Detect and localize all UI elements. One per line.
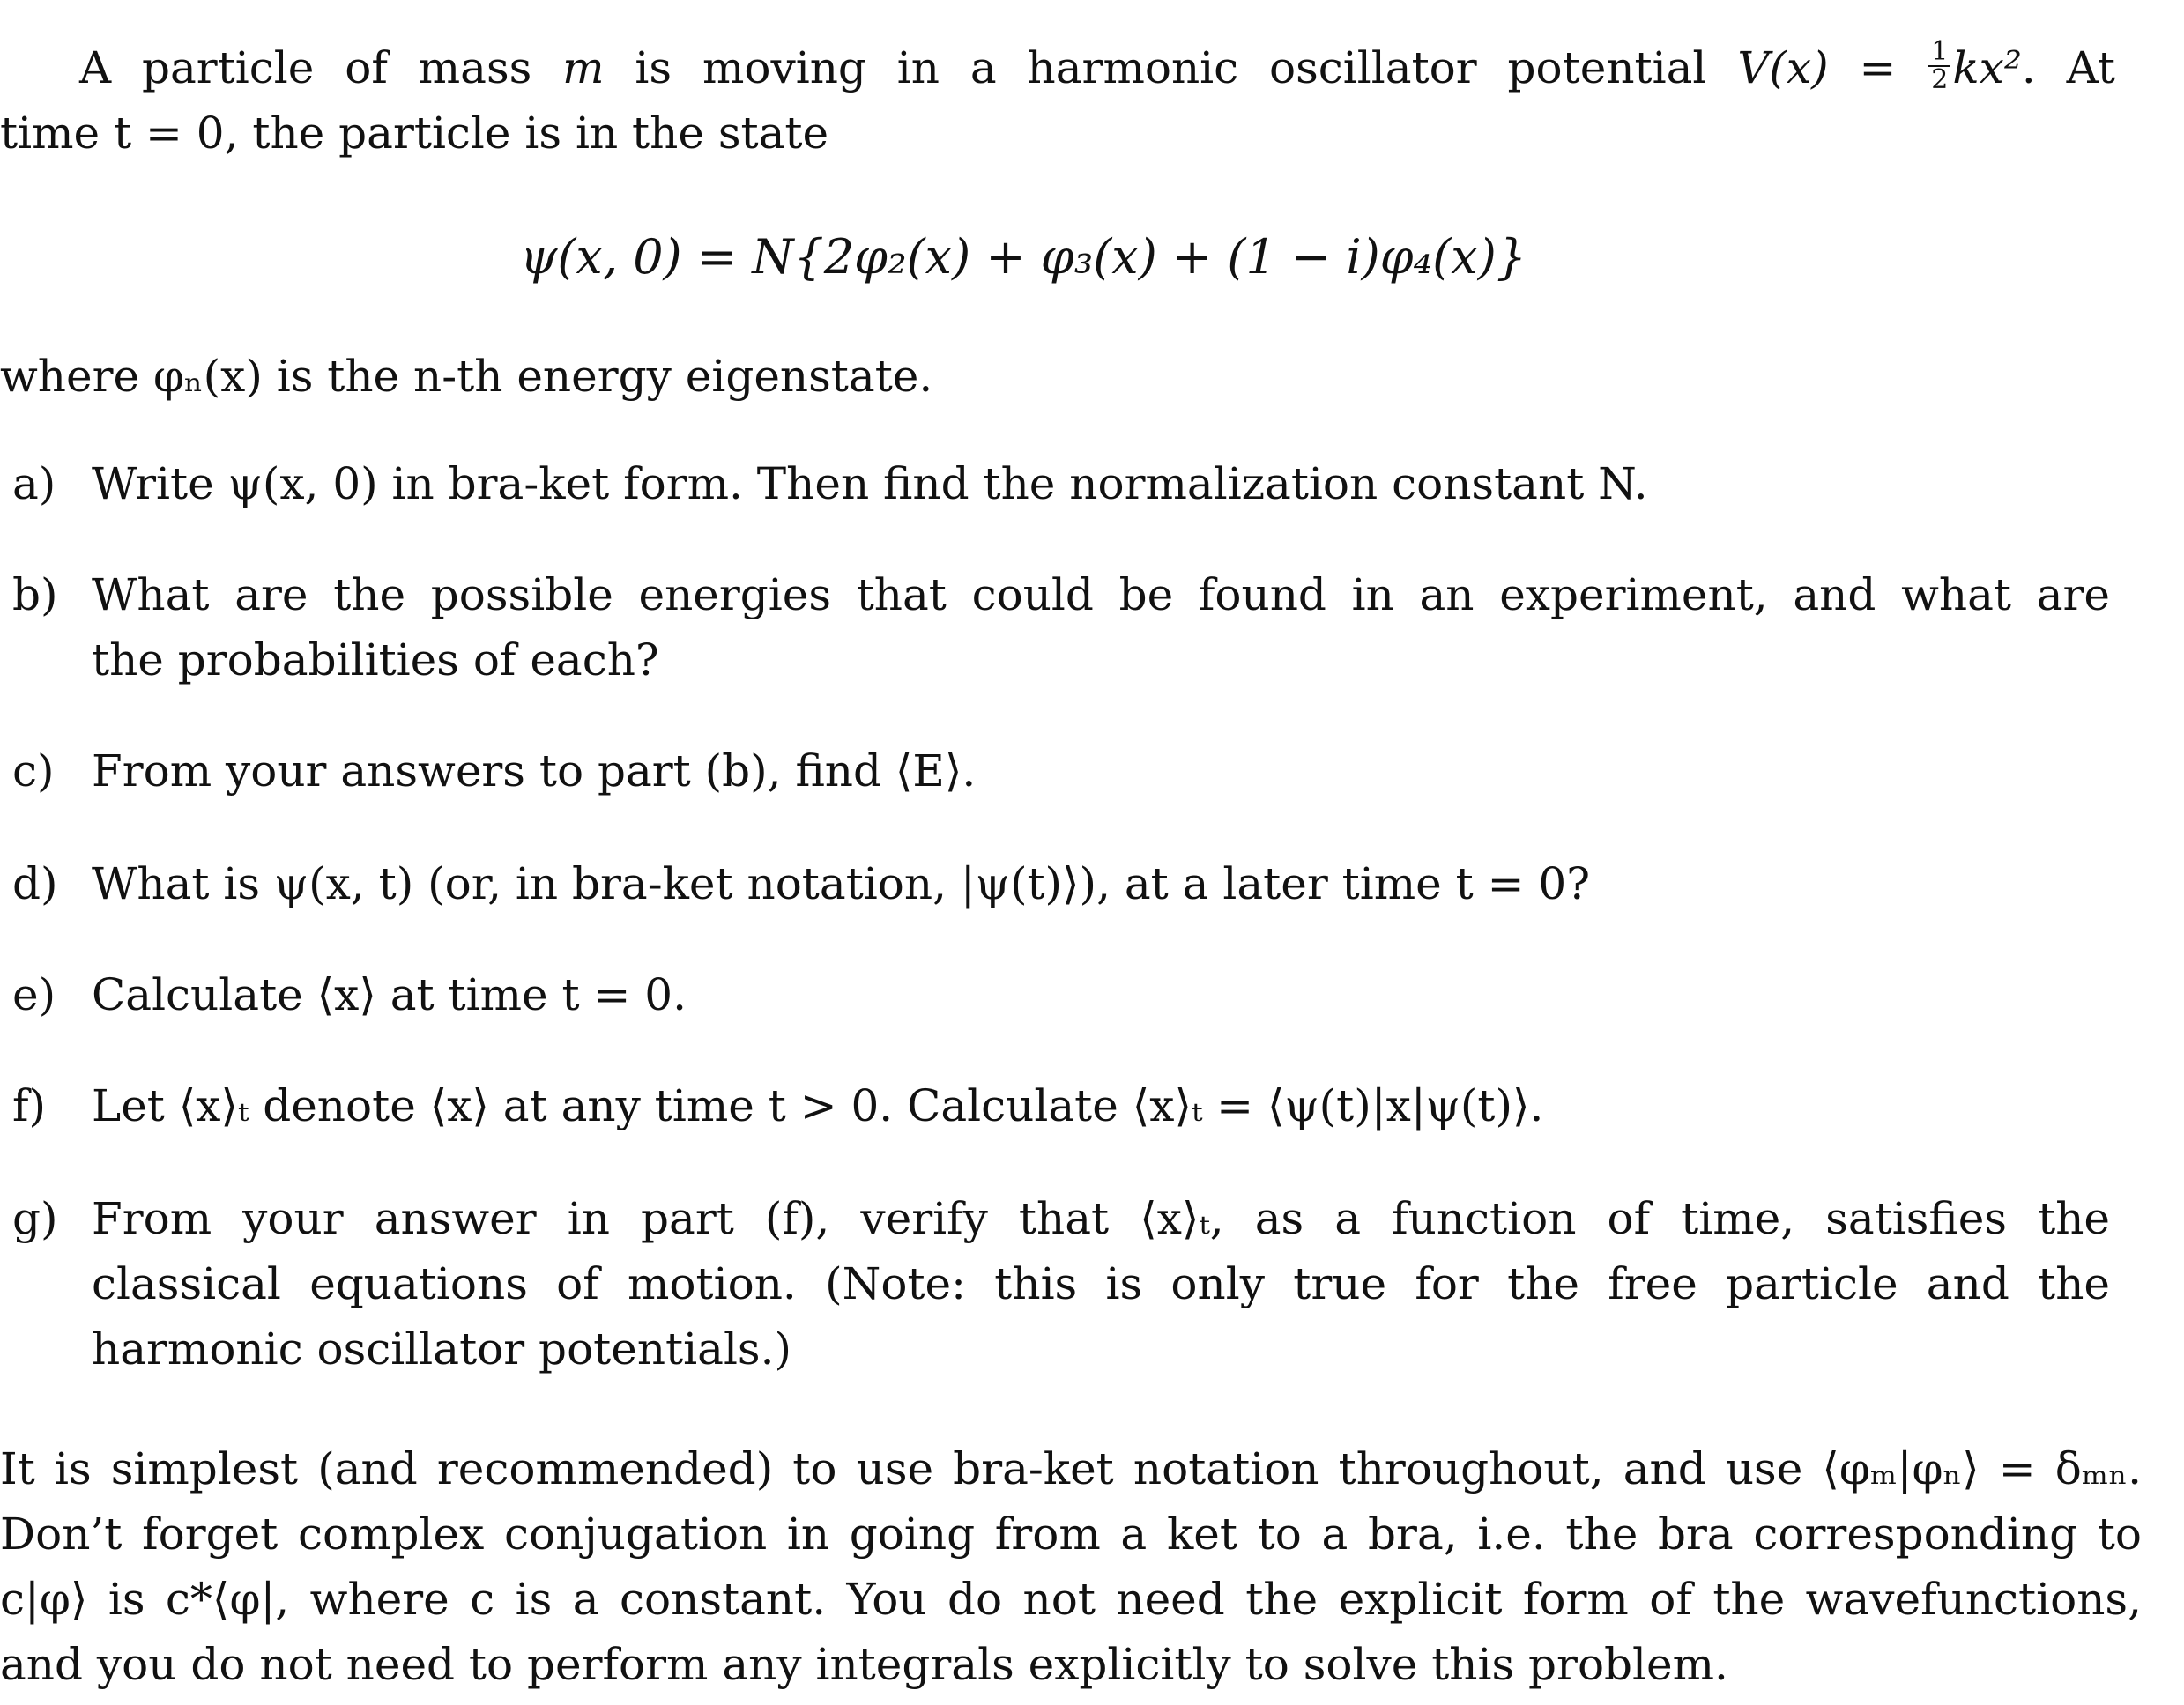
part-body [92,738,2110,804]
part-line: From your answer in part (f), verify that ⟨x⟩ₜ, as a function of time, satisfies the [92,1193,2110,1244]
fraction-numerator: 1 [1928,39,1950,67]
initial-state-equation: ψ(x, 0) = N{2φ₂(x) + φ₃(x) + (1 − i)φ₄(x)} [520,229,1527,285]
part-label: b) [12,569,58,620]
part-body [92,1073,2110,1138]
intro-line-1 [0,35,2115,100]
note-line: It is simplest (and recommended) to use bra-ket notation throughout, and use ⟨φₘ|φₙ⟩ = δₘₙ. [0,1443,2142,1494]
part-label: g) [12,1193,58,1244]
note-line: Don’t forget complex conjugation in going from a ket to a bra, i.e. the bra corresponding to [0,1509,2142,1560]
one-half-fraction [1928,36,1950,95]
part-line: Write ψ(x, 0) in bra-ket form. Then find the normalization constant N. [92,458,1648,509]
part-body [92,562,2110,693]
note-line: and you do not need to perform any integrals explicitly to solve this problem. [0,1639,1728,1690]
part-body [92,1186,2110,1382]
part-line: Calculate ⟨x⟩ at time t = 0. [92,969,687,1020]
part-label: c) [12,745,55,797]
intro-line-2: time t = 0, the particle is in the state [0,107,829,159]
part-body [92,851,2110,916]
mass-symbol: m [562,42,605,93]
intro-text-c: . At [2021,42,2116,93]
intro-paragraph [0,35,2115,166]
intro-text-b: is moving in a harmonic oscillator potential [604,42,1738,93]
part-label: f) [12,1080,47,1131]
intro-text-a: A particle of mass [79,42,563,93]
part-line: classical equations of motion. (Note: this is only true for the free particle and the [92,1258,2110,1309]
part-label: e) [12,969,56,1020]
note-line: c|φ⟩ is c*⟨φ|, where c is a constant. You do not need the explicit form of the wavefunctions, [0,1574,2142,1625]
part-label: d) [12,858,58,909]
part-line: harmonic oscillator potentials.) [92,1323,791,1375]
part-line: Let ⟨x⟩ₜ denote ⟨x⟩ at any time t > 0. Calculate ⟨x⟩ₜ = ⟨ψ(t)|x|ψ(t)⟩. [92,1080,1544,1131]
part-line: the probabilities of each? [92,634,659,686]
note-paragraph [0,1436,2142,1697]
potential-lhs: V(x) = [1737,42,1928,93]
part-body [92,962,2110,1027]
where-line: where φₙ(x) is the n-th energy eigenstate. [0,351,933,402]
fraction-denominator: 2 [1931,64,1949,95]
part-line: From your answers to part (b), find ⟨E⟩. [92,745,977,797]
part-line: What are the possible energies that could be found in an experiment, and what are [92,569,2110,620]
part-line: What is ψ(x, t) (or, in bra-ket notation, |ψ(t)⟩), at a later time t = 0? [92,858,1590,909]
part-label: a) [12,458,56,509]
part-body [92,451,2110,516]
potential-rhs: kx² [1952,42,2022,93]
